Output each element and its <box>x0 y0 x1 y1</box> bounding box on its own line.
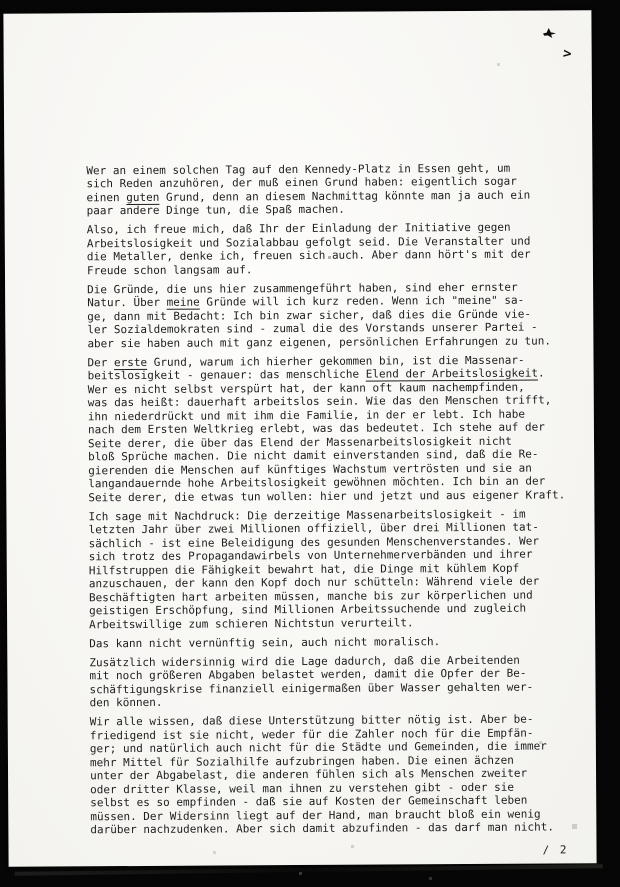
text-line: Das kann nicht vernünftig sein, auch nicht moralisch. <box>89 634 441 650</box>
text-line: einen guten Grund, denn an diesem Nachmittag könnte man ja auch ein <box>86 188 531 204</box>
scan-specks <box>0 0 1 1</box>
paragraph <box>87 280 587 351</box>
paragraph <box>87 220 587 277</box>
text-line: den können. <box>89 695 163 710</box>
text-line: langandauernde hohe Arbeitslosigkeit gewöhnen möchten. Ich bin an der <box>88 474 546 491</box>
text-line: schäftigungskrise finanziell einigermaßen über Wasser gehalten wer- <box>89 680 534 696</box>
document-body <box>86 120 591 886</box>
text-line: darüber nachzudenken. Aber sich damit abzufinden - das darf man nicht. <box>90 820 555 837</box>
text-line: mehr Mittel für Sozialhilfe aufzubringen haben. Die einen ächzen <box>89 753 514 769</box>
text-line: Hilfstruppen die Fähigkeit bewahrt hat, die Dinge mit kühlem Kopf <box>88 561 520 577</box>
text-line: Also, ich freue mich, daß Ihr der Einladung der Initiative gegen <box>86 220 511 237</box>
paragraph <box>87 353 588 505</box>
text-line: Zusätzlich widersinnig wird die Lage dadurch, daß die Arbeitenden <box>89 653 520 669</box>
text-line: Ich sage mit Nachdruck: Die derzeitige Massenarbeitslosigkeit - im <box>88 507 526 523</box>
paragraph <box>86 161 586 218</box>
paragraph <box>90 712 591 837</box>
text-line: Arbeitslosigkeit und Sozialabbau gefolgt seid. Die Veranstalter und <box>86 234 531 250</box>
text-line: ihn niederdrückt und mit ihm die Familie, in der er lebt. Ich habe <box>87 407 525 423</box>
text-line: nach dem Ersten Weltkrieg erlebt, was das bedeutet. Ich stehe auf der <box>87 420 545 437</box>
text-line: Wer an einem solchen Tag auf den Kennedy-Platz in Essen geht, um <box>86 161 511 177</box>
text-line: Wir alle wissen, daß diese Unterstützung bitter nötig ist. Aber be- <box>89 712 534 729</box>
paragraph <box>88 507 589 632</box>
text-line: ger; und natürlich auch nicht für die Städte und Gemeinden, die immer <box>89 739 547 756</box>
document-page <box>3 10 596 867</box>
text-line: Beschäftigten hart arbeiten müssen, manche bis zur körperlichen und <box>88 588 533 604</box>
text-line: letzten Jahr über zwei Millionen offiziell, über drei Millionen tat- <box>88 520 539 537</box>
page-number: / 2 <box>542 842 569 857</box>
text-line: paar andere Dinge tun, die Spaß machen. <box>86 202 345 218</box>
paragraph <box>89 653 589 710</box>
paragraph <box>89 634 589 651</box>
text-line: oder dritter Klasse, weil man ihnen zu verstehen gibt - oder sie <box>90 780 515 796</box>
text-line: anzuschauen, der kann den Kopf doch nur schütteln: Während viele der <box>88 574 540 591</box>
text-line: bloß Sprüche machen. Die nicht damit einverstanden sind, daß die Re- <box>88 447 539 464</box>
text-line: Wer es nicht selbst verspürt hat, der kann oft kaum nachempfinden, <box>87 380 525 396</box>
text-line: Seite derer, die etwas tun wollen: hier und jetzt und aus eigener Kraft. <box>88 487 566 504</box>
text-line: Seite derer, die über das Elend der Massenarbeitslosigkeit nicht <box>87 434 512 450</box>
text-line: Natur. Über meine Gründe will ich kurz reden. Wenn ich "meine" sa- <box>87 293 525 310</box>
text-line: ler Sozialdemokraten sind - zumal die des Vorstands unserer Partei - <box>87 320 538 337</box>
text-line: ge, dann mit Bedacht: Ich bin zwar sicher, daß dies die Gründe vie- <box>87 307 531 323</box>
text-line: sich trotz des Propagandawirbels von Unternehmerverbänden und ihrer <box>88 547 533 564</box>
text-line: müssen. Der Widersinn liegt auf der Hand, man braucht bloß ein wenig <box>90 807 541 823</box>
text-line: gierenden die Menschen auf künftiges Wachstum vertrösten und sie an <box>88 461 532 477</box>
text-line: sächlich - ist eine Beleidigung des gesunden Menschenverstandes. Wer <box>88 534 540 550</box>
text-line: beitslosigkeit - genauer: das menschliche Elend der Arbeitslosigkeit. <box>87 366 545 383</box>
arrow-mark: > <box>562 45 573 63</box>
text-line: selbst es so empfinden - daß sie auf Kosten der Gemeinschaft leben <box>90 793 528 810</box>
text-line: friedigend ist sie nicht, weder für die Zahler noch für die Empfän- <box>89 726 534 742</box>
text-line: was das heißt: dauerhaft arbeitslos sein. Wie das den Menschen trifft, <box>87 393 552 410</box>
text-line: aber sie haben auch mit ganz eigenen, persönlichen Erfahrungen zu tun. <box>87 333 552 350</box>
text-line: Der erste Grund, warum ich hierher gekommen bin, ist die Massenar- <box>87 353 525 369</box>
text-line: mit noch größeren Abgaben belastet werden, damit die Opfer der Be- <box>89 666 527 683</box>
text-line: geistigen Erschöpfung, sind Millionen Arbeitssuchende und zugleich <box>89 601 527 618</box>
text-line: die Metaller, denke ich, freuen sich auch. Aber dann hört's mit der <box>86 247 531 264</box>
text-line: unter der Abgabelast, die anderen fühlen sich als Menschen zweiter <box>90 766 528 783</box>
text-line: Arbeitswillige zum schieren Nichtstun verurteilt. <box>89 615 414 631</box>
text-line: Die Gründe, die uns hier zusammengeführt haben, sind eher ernster <box>87 280 518 296</box>
text-line: Freude schon langsam auf. <box>86 262 253 277</box>
text-line: sich Reden anzuhören, der muß einen Grund haben: eigentlich sogar <box>86 174 517 191</box>
